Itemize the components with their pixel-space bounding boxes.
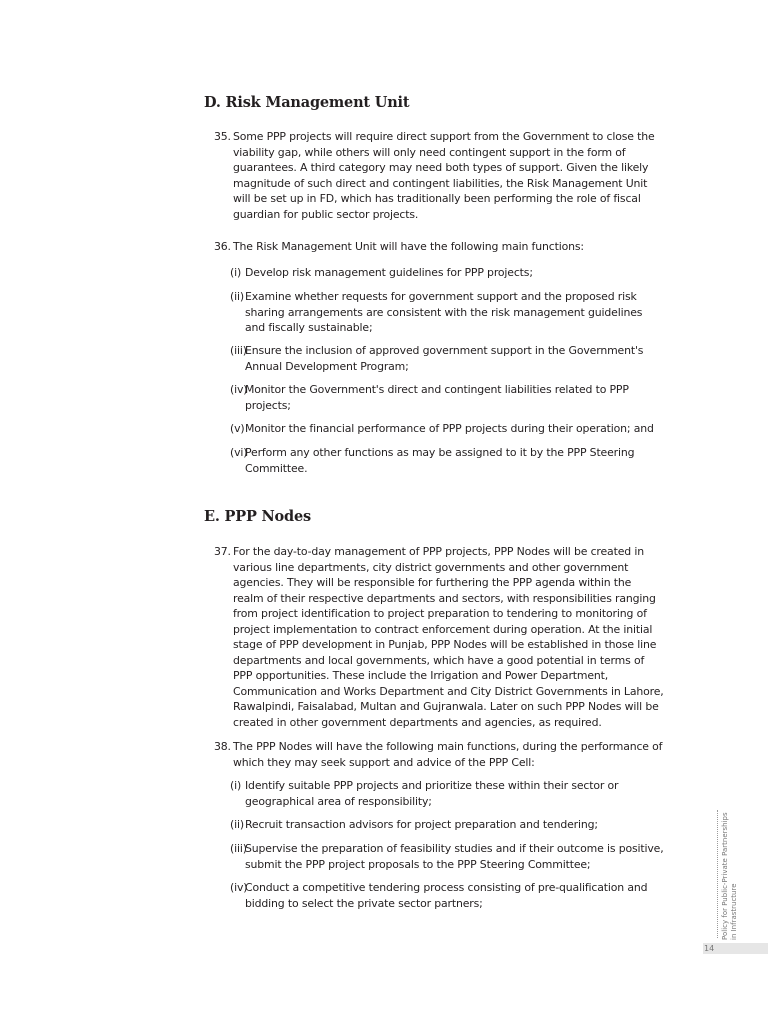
list-item-label: (iv) <box>230 881 248 894</box>
list-item-label: (i) <box>230 779 242 792</box>
list-item-text: Perform any other functions as may be assigned to it by the PPP Steering Committee. <box>245 446 635 475</box>
list-item <box>230 841 664 872</box>
paragraph-first-line: Some PPP projects will require direct support from the Government to close the <box>233 130 655 143</box>
list-item <box>230 778 664 809</box>
list-item-label: (v) <box>230 422 245 435</box>
paragraph-36 <box>214 239 664 255</box>
list-item-text: Conduct a competitive tendering process consisting of pre-qualification and bidding to select the private sector partners; <box>245 881 648 910</box>
list-item <box>230 445 664 476</box>
list-item-text: Develop risk management guidelines for PPP projects; <box>245 266 533 279</box>
paragraph-number: 38. <box>214 740 231 753</box>
list-item <box>230 289 664 336</box>
list-item-text: Identify suitable PPP projects and prioritize these within their sector or geographical area of responsibility; <box>245 779 619 808</box>
list-item-text: Monitor the Government's direct and contingent liabilities related to PPP projects; <box>245 383 629 412</box>
list-item-label: (iii) <box>230 842 247 855</box>
section-heading-risk-management-unit: D. Risk Management Unit <box>204 94 410 111</box>
paragraph-first-line: The Risk Management Unit will have the following main functions: <box>233 240 584 253</box>
paragraph-first-line: For the day-to-day management of PPP projects, PPP Nodes will be created in <box>233 545 644 558</box>
paragraph-first-line: The PPP Nodes will have the following main functions, during the performance of <box>233 740 663 753</box>
list-item-label: (i) <box>230 266 242 279</box>
running-title <box>721 812 739 940</box>
paragraph-35 <box>214 129 664 222</box>
running-title-line: Policy for Public-Private Partnerships <box>721 812 729 940</box>
list-item <box>230 817 664 833</box>
running-title-line: in Infrastructure <box>730 883 738 940</box>
section-heading-ppp-nodes: E. PPP Nodes <box>204 508 311 525</box>
list-item-label: (ii) <box>230 290 244 303</box>
list-item-text: Monitor the financial performance of PPP projects during their operation; and <box>245 422 654 435</box>
list-item <box>230 421 664 437</box>
list-item-label: (ii) <box>230 818 244 831</box>
paragraph-37 <box>214 544 664 731</box>
page-number: 14 <box>704 944 715 953</box>
list-item-text: Recruit transaction advisors for project preparation and tendering; <box>245 818 598 831</box>
list-item-label: (vi) <box>230 446 248 459</box>
list-item <box>230 343 664 374</box>
paragraph-38 <box>214 739 664 770</box>
list-item-label: (iii) <box>230 344 247 357</box>
paragraph-text: various line departments, city district governments and other government agencies. They will be responsible for furthering the PPP agenda within the realm of their respective departments and sectors, with responsibilities ranging from project identification to project preparation to tendering to monitoring of project implementation to contract enforcement during operation. At the initial stage of PPP development in Punjab, PPP Nodes will be established in those line departments and local governments, which have a good potential in terms of PPP opportunities. These include the Irrigation and Power Department, Communication and Works Department and City District Governments in Lahore, Rawalpindi, Faisalabad, Multan and Gujranwala. Later on such PPP Nodes will be created in other government departments and agencies, as required. <box>233 560 664 730</box>
list-item-label: (iv) <box>230 383 248 396</box>
paragraph-number: 35. <box>214 130 231 143</box>
paragraph-number: 36. <box>214 240 231 253</box>
list-item-text: Ensure the inclusion of approved government support in the Government's Annual Development Program; <box>245 344 644 373</box>
list-item-text: Examine whether requests for government support and the proposed risk sharing arrangements are consistent with the risk management guidelines and fiscally sustainable; <box>245 290 643 335</box>
list-item <box>230 880 664 911</box>
list-item <box>230 382 664 413</box>
sidebar-divider <box>717 810 718 938</box>
paragraph-number: 37. <box>214 545 231 558</box>
paragraph-text: which they may seek support and advice of the PPP Cell: <box>233 755 535 769</box>
paragraph-text: viability gap, while others will only need contingent support in the form of guarantees. A third category may need both types of support. Given the likely magnitude of such direct and contingent liabilities, the Risk Management Unit will be set up in FD, which has traditionally been performing the role of fiscal guardian for public sector projects. <box>233 145 649 221</box>
list-item <box>230 265 664 281</box>
list-item-text: Supervise the preparation of feasibility studies and if their outcome is positive, submit the PPP project proposals to the PPP Steering Committee; <box>245 842 664 871</box>
